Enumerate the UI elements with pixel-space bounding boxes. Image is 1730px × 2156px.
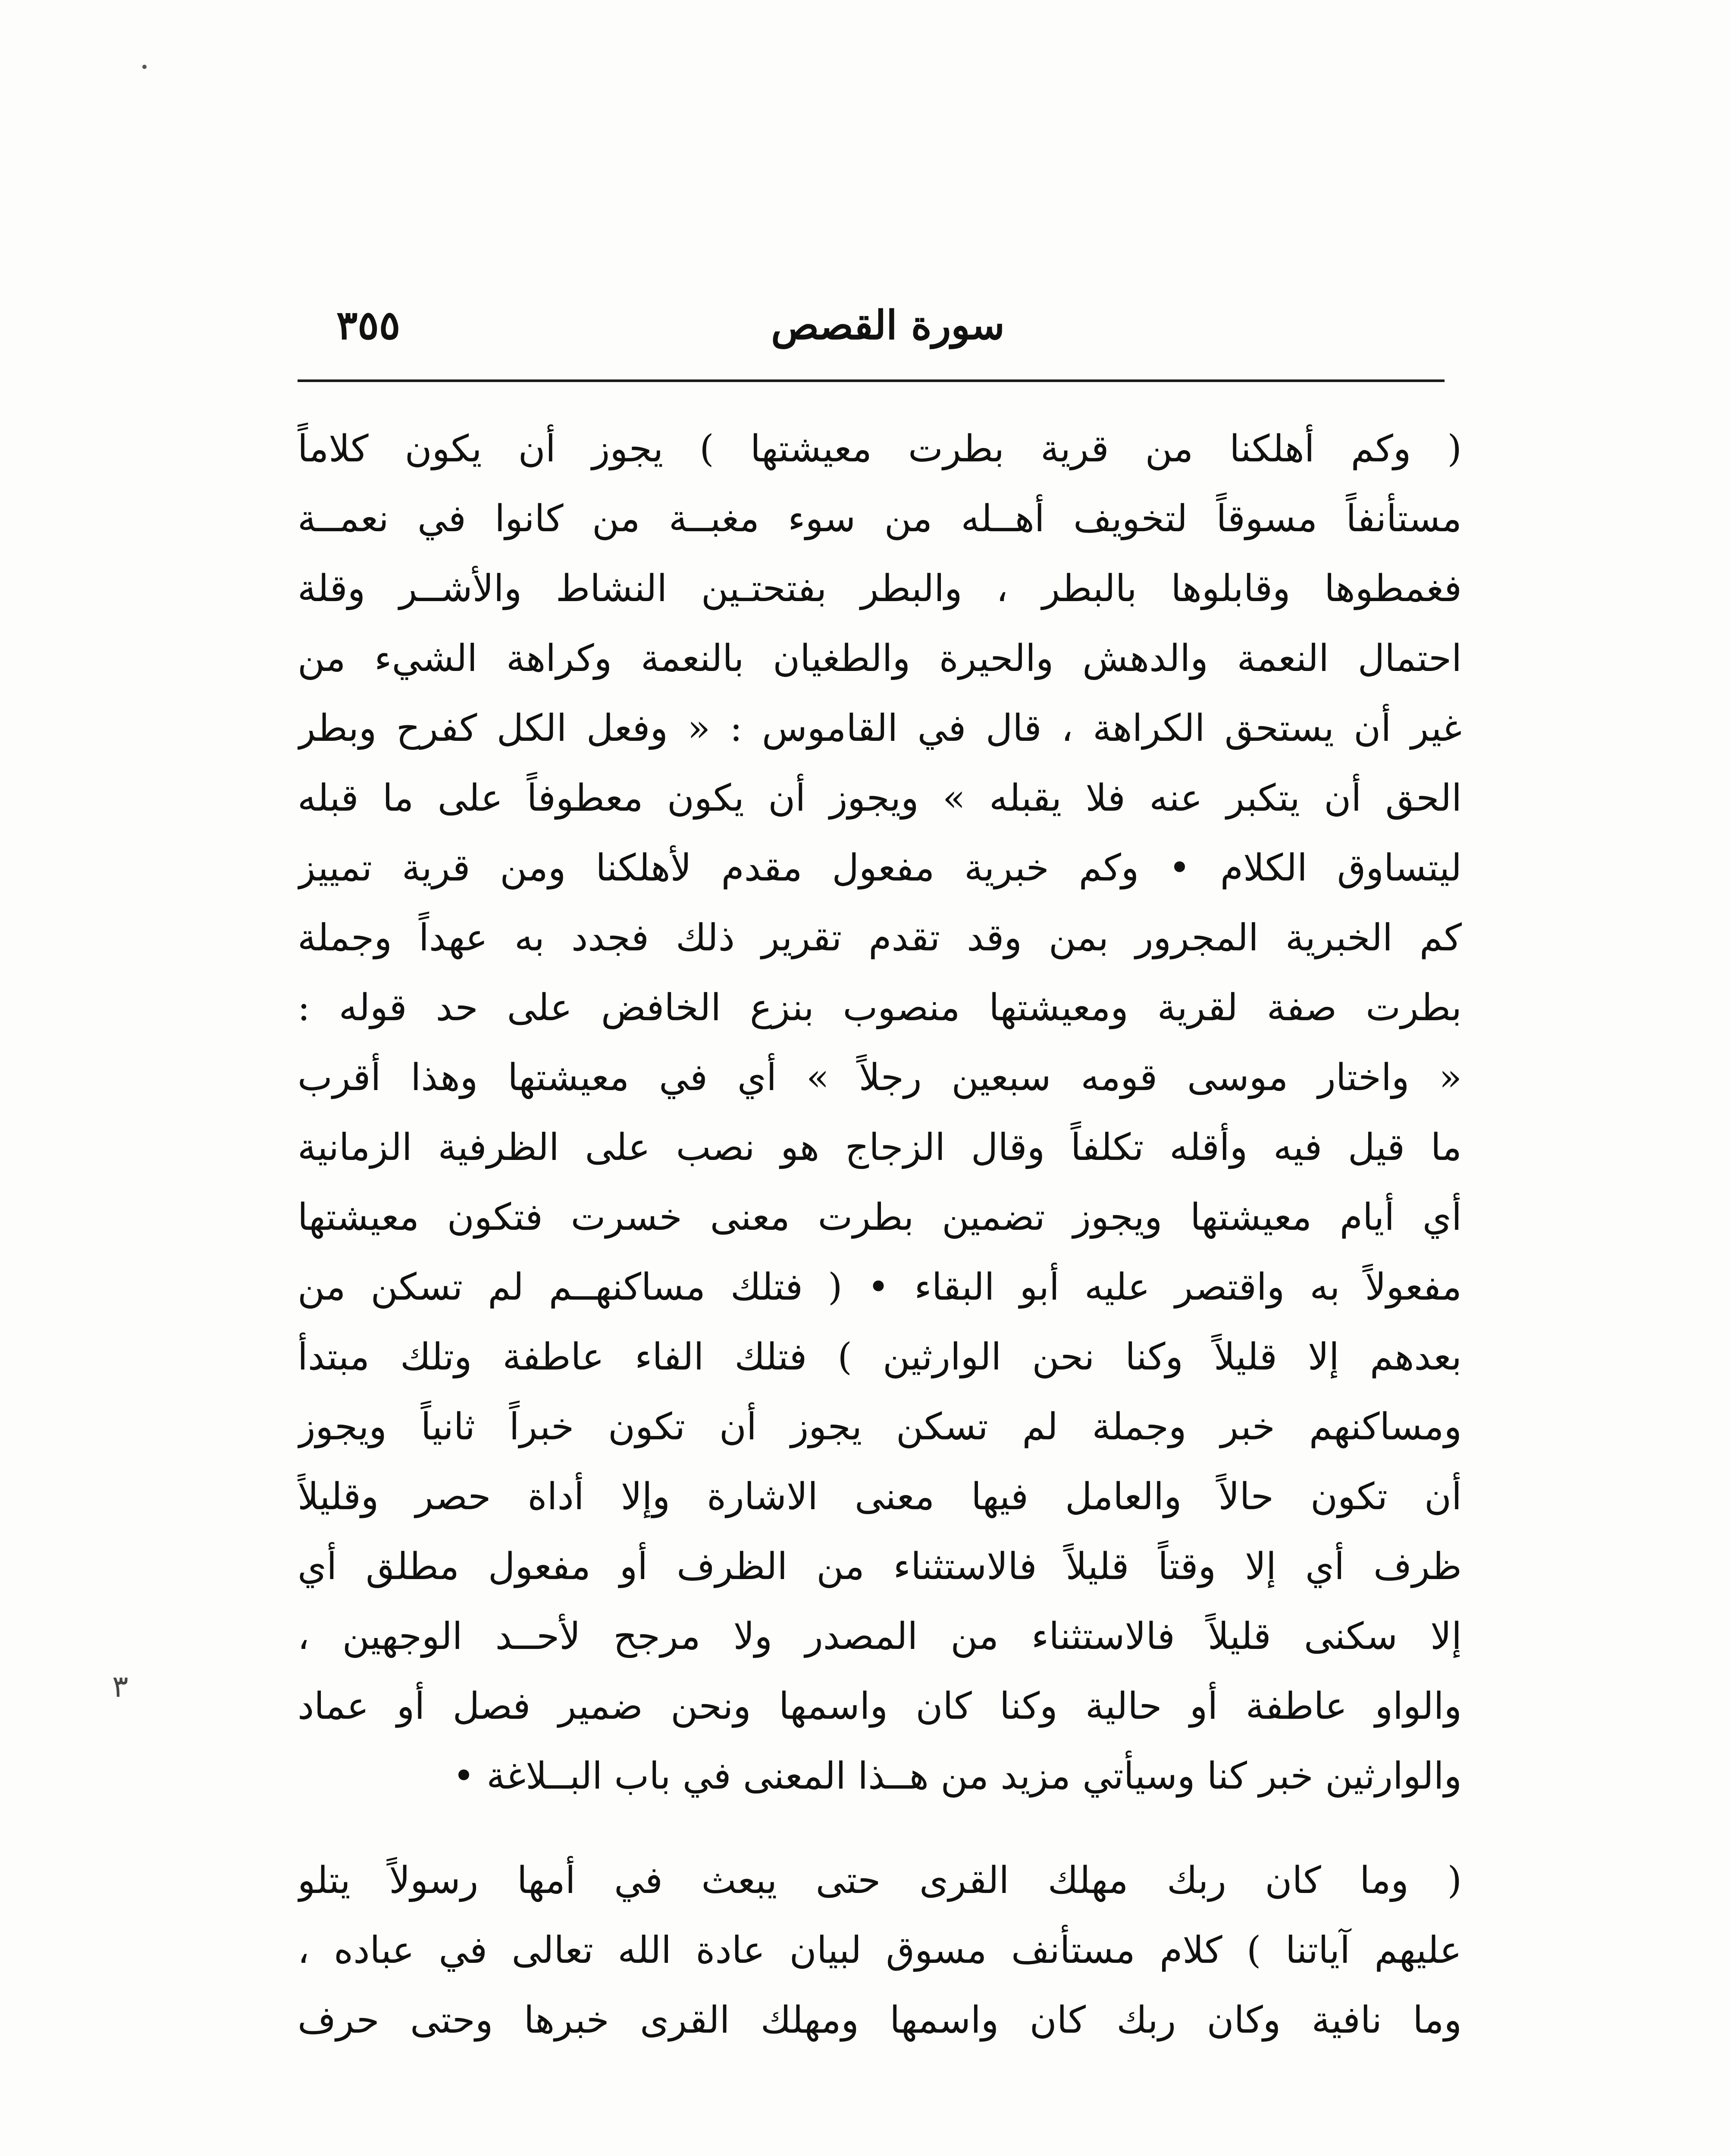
text-line: مفعولاً به واقتصر عليه أبو البقاء • ( فتلك مساكنهــم لم تسكن من — [298, 1266, 1462, 1309]
text-line: والواو عاطفة أو حالية وكنا كان واسمها ونحن ضمير فصل أو عماد — [298, 1685, 1462, 1728]
text-line: بطرت صفة لقرية ومعيشتها منصوب بنزع الخافض على حد قوله : — [298, 986, 1462, 1029]
text-line: مستأنفاً مسوقاً لتخويف أهــله من سوء مغبــة من كانوا في نعمــة — [298, 497, 1462, 540]
text-line: ( وما كان ربك مهلك القرى حتى يبعث في أمها رسولاً يتلو — [298, 1859, 1462, 1902]
text-line: وما نافية وكان ربك كان واسمها ومهلك القرى خبرها وحتى حرف — [298, 1999, 1462, 2042]
paragraph-2 — [298, 1846, 1462, 2055]
text-line: أي أيام معيشتها ويجوز تضمين بطرت معنى خسرت فتكون معيشتها — [298, 1196, 1462, 1239]
scan-speck — [142, 65, 147, 69]
text-line: الحق أن يتكبر عنه فلا يقبله » ويجوز أن يكون معطوفاً على ما قبله — [298, 777, 1462, 820]
text-line: ليتساوق الكلام • وكم خبرية مفعول مقدم لأهلكنا ومن قرية تمييز — [298, 846, 1462, 890]
text-line: فغمطوها وقابلوها بالبطر ، والبطر بفتحتـين النشاط والأشــر وقلة — [298, 567, 1462, 610]
text-line: احتمال النعمة والدهش والحيرة والطغيان بالنعمة وكراهة الشيء من — [298, 637, 1462, 680]
text-line: ( وكم أهلكنا من قرية بطرت معيشتها ) يجوز أن يكون كلاماً — [298, 427, 1462, 470]
text-line: عليهم آياتنا ) كلام مستأنف مسوق لبيان عادة الله تعالى في عباده ، — [298, 1929, 1462, 1972]
page-header — [298, 285, 1445, 371]
body-text — [298, 414, 1462, 2055]
text-line: غير أن يستحق الكراهة ، قال في القاموس : « وفعل الكل كفرح وبطر — [298, 707, 1462, 750]
text-line: إلا سكنى قليلاً فالاستثناء من المصدر ولا مرجح لأحــد الوجهين ، — [298, 1615, 1462, 1658]
margin-mark: ٣ — [112, 1669, 128, 1704]
header-rule — [298, 379, 1445, 382]
paragraph-1 — [298, 414, 1462, 1811]
text-line: ظرف أي إلا وقتاً قليلاً فالاستثناء من الظرف أو مفعول مطلق أي — [298, 1545, 1462, 1588]
running-title: سورة القصص — [771, 302, 1005, 348]
text-line: أن تكون حالاً والعامل فيها معنى الاشارة وإلا أداة حصر وقليلاً — [298, 1475, 1462, 1518]
text-line: والوارثين خبر كنا وسيأتي مزيد من هــذا المعنى في باب البــلاغة • — [453, 1755, 1462, 1798]
text-line: « واختار موسى قومه سبعين رجلاً » أي في معيشتها وهذا أقرب — [298, 1056, 1462, 1099]
text-line: كم الخبرية المجرور بمن وقد تقدم تقرير ذلك فجدد به عهداً وجملة — [298, 916, 1462, 959]
text-line: ومساكنهم خبر وجملة لم تسكن يجوز أن تكون خبراً ثانياً ويجوز — [298, 1405, 1462, 1448]
text-line: بعدهم إلا قليلاً وكنا نحن الوارثين ) فتلك الفاء عاطفة وتلك مبتدأ — [298, 1335, 1462, 1379]
text-line: ما قيل فيه وأقله تكلفاً وقال الزجاج هو نصب على الظرفية الزمانية — [298, 1126, 1462, 1169]
page-number: ٣٥٥ — [336, 302, 401, 348]
paragraph-gap — [298, 1811, 1462, 1846]
